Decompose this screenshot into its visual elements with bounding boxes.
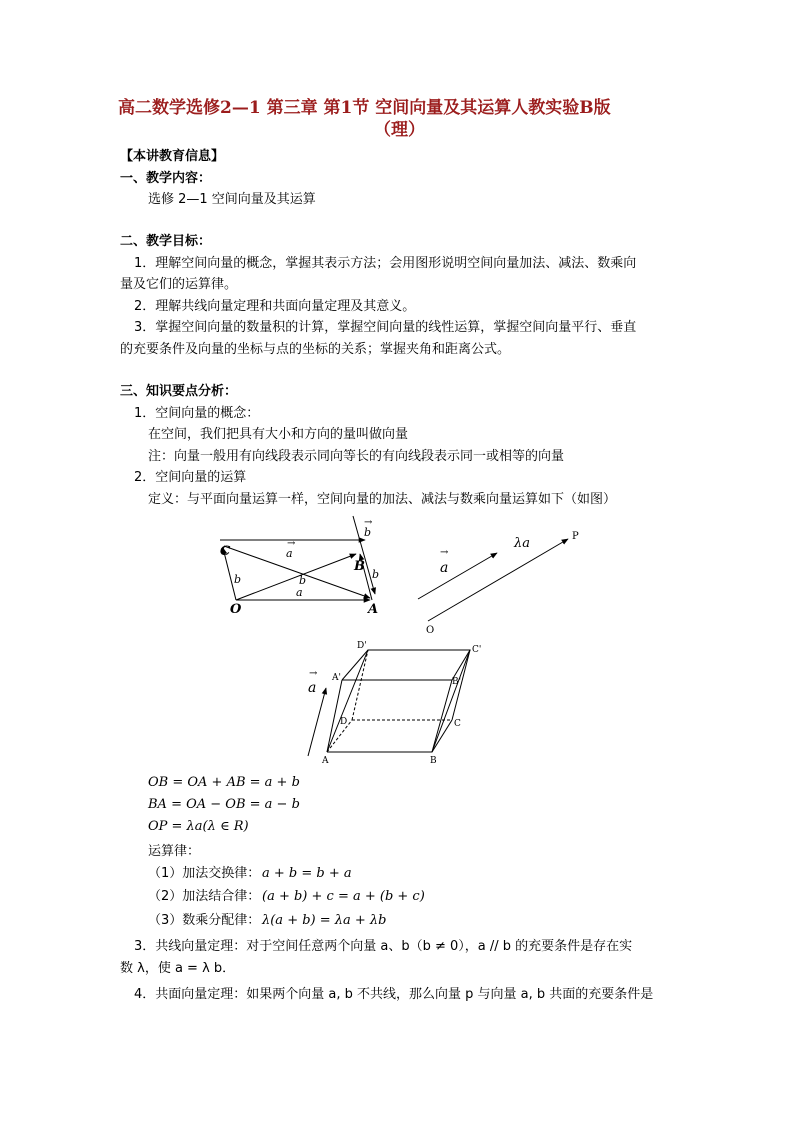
law3-label: （3）数乘分配律： <box>148 913 261 928</box>
knowledge1-note: 注：向量一般用有向线段表示同向等长的有向线段表示同一或相等的向量 <box>148 449 565 464</box>
prism-figure <box>300 638 500 768</box>
label-c: C <box>454 719 461 729</box>
law1-label: （1）加法交换律： <box>148 866 261 881</box>
label-p: P <box>572 531 579 542</box>
label-b: B <box>354 559 365 574</box>
law2-label: （2）加法结合律： <box>148 889 261 904</box>
label-b-left: b <box>234 573 242 586</box>
knowledge3-line1: 3．共线向量定理：对于空间任意两个向量 a、b（b ≠ 0），a // b 的充要条件是存在实 <box>134 939 633 954</box>
label-b-right: b <box>372 568 380 581</box>
doc-title-line1: 高二数学选修2—1 第三章 第1节 空间向量及其运算人教实验B版 <box>118 98 611 118</box>
prism-left-right-edges <box>327 650 470 752</box>
goal3-line2: 的充要条件及向量的坐标与点的坐标的关系；掌握夹角和距离公式。 <box>120 342 511 357</box>
label-c: C <box>220 544 231 559</box>
law3-formula: λ(a + b) = λa + λb <box>262 913 387 928</box>
label-a: A <box>368 602 379 617</box>
knowledge1-def: 在空间，我们把具有大小和方向的量叫做向量 <box>148 427 409 442</box>
label-c1: C' <box>472 645 482 655</box>
edge-a1-a <box>327 680 342 752</box>
arrow-accent: → <box>309 668 318 679</box>
goal1-line2: 量及它们的运算律。 <box>120 277 238 292</box>
equation-ba: BA = OA − OB = a − b <box>148 797 300 812</box>
vector-lambda-a <box>428 539 568 621</box>
info-header: 【本讲教育信息】 <box>120 149 225 164</box>
equation-op: OP = λa(λ ∈ R) <box>148 819 249 834</box>
label-a: a <box>440 560 449 576</box>
goal3-line1: 3．掌握空间向量的数量积的计算，掌握空间向量的线性运算，掌握空间向量平行、垂直 <box>134 320 637 335</box>
knowledge2: 2．空间向量的运算 <box>134 470 247 485</box>
section3-heading: 三、知识要点分析： <box>120 384 238 399</box>
label-d1: D' <box>357 641 367 651</box>
knowledge2-definition: 定义：与平面向量运算一样，空间向量的加法、减法与数乘向量运算如下（如图） <box>148 492 617 507</box>
label-b-mid: b <box>299 574 307 587</box>
arrow-accent: → <box>287 538 296 549</box>
doc-title-line2: （理） <box>374 120 425 140</box>
label-a-top: a <box>286 547 293 560</box>
section2-heading: 二、教学目标： <box>120 234 212 249</box>
law2-formula: (a + b) + c = a + (b + c) <box>262 889 425 904</box>
label-b: B <box>430 756 437 766</box>
laws-label: 运算律： <box>148 844 201 859</box>
label-a: A <box>322 756 329 766</box>
label-a1: A' <box>332 673 341 683</box>
label-b1: B' <box>452 677 462 687</box>
knowledge1: 1．空间向量的概念： <box>134 406 260 421</box>
label-a-bottom: a <box>296 586 303 599</box>
label-vector-a: a <box>308 680 317 696</box>
section1-body: 选修 2—1 空间向量及其运算 <box>148 192 316 207</box>
goal2: 2．理解共线向量定理和共面向量定理及其意义。 <box>134 299 416 314</box>
arrow-accent: → <box>364 517 373 528</box>
knowledge4: 4．共面向量定理：如果两个向量 a, b 不共线，那么向量 p 与向量 a, b 共面的充要条件是 <box>134 987 654 1002</box>
label-lambda-a: λa <box>514 536 530 551</box>
parallelogram-figure <box>210 512 410 622</box>
law1-formula: a + b = b + a <box>262 866 352 881</box>
label-o: O <box>230 602 242 617</box>
vector-a <box>418 553 497 599</box>
vector-a <box>308 688 326 756</box>
knowledge3-line2: 数 λ，使 a = λ b． <box>120 961 236 976</box>
label-d: D <box>340 717 348 727</box>
scalar-multiplication-figure <box>410 525 590 635</box>
label-o: O <box>426 625 435 636</box>
arrow-accent: → <box>440 547 449 558</box>
section1-heading: 一、教学内容： <box>120 171 212 186</box>
goal1-line1: 1．理解空间向量的概念，掌握其表示方法；会用图形说明空间向量加法、减法、数乘向 <box>134 256 637 271</box>
equation-ob: OB = OA + AB = a + b <box>148 775 300 790</box>
label-b-outer: b <box>364 526 372 539</box>
edge-b1-b <box>432 680 452 752</box>
